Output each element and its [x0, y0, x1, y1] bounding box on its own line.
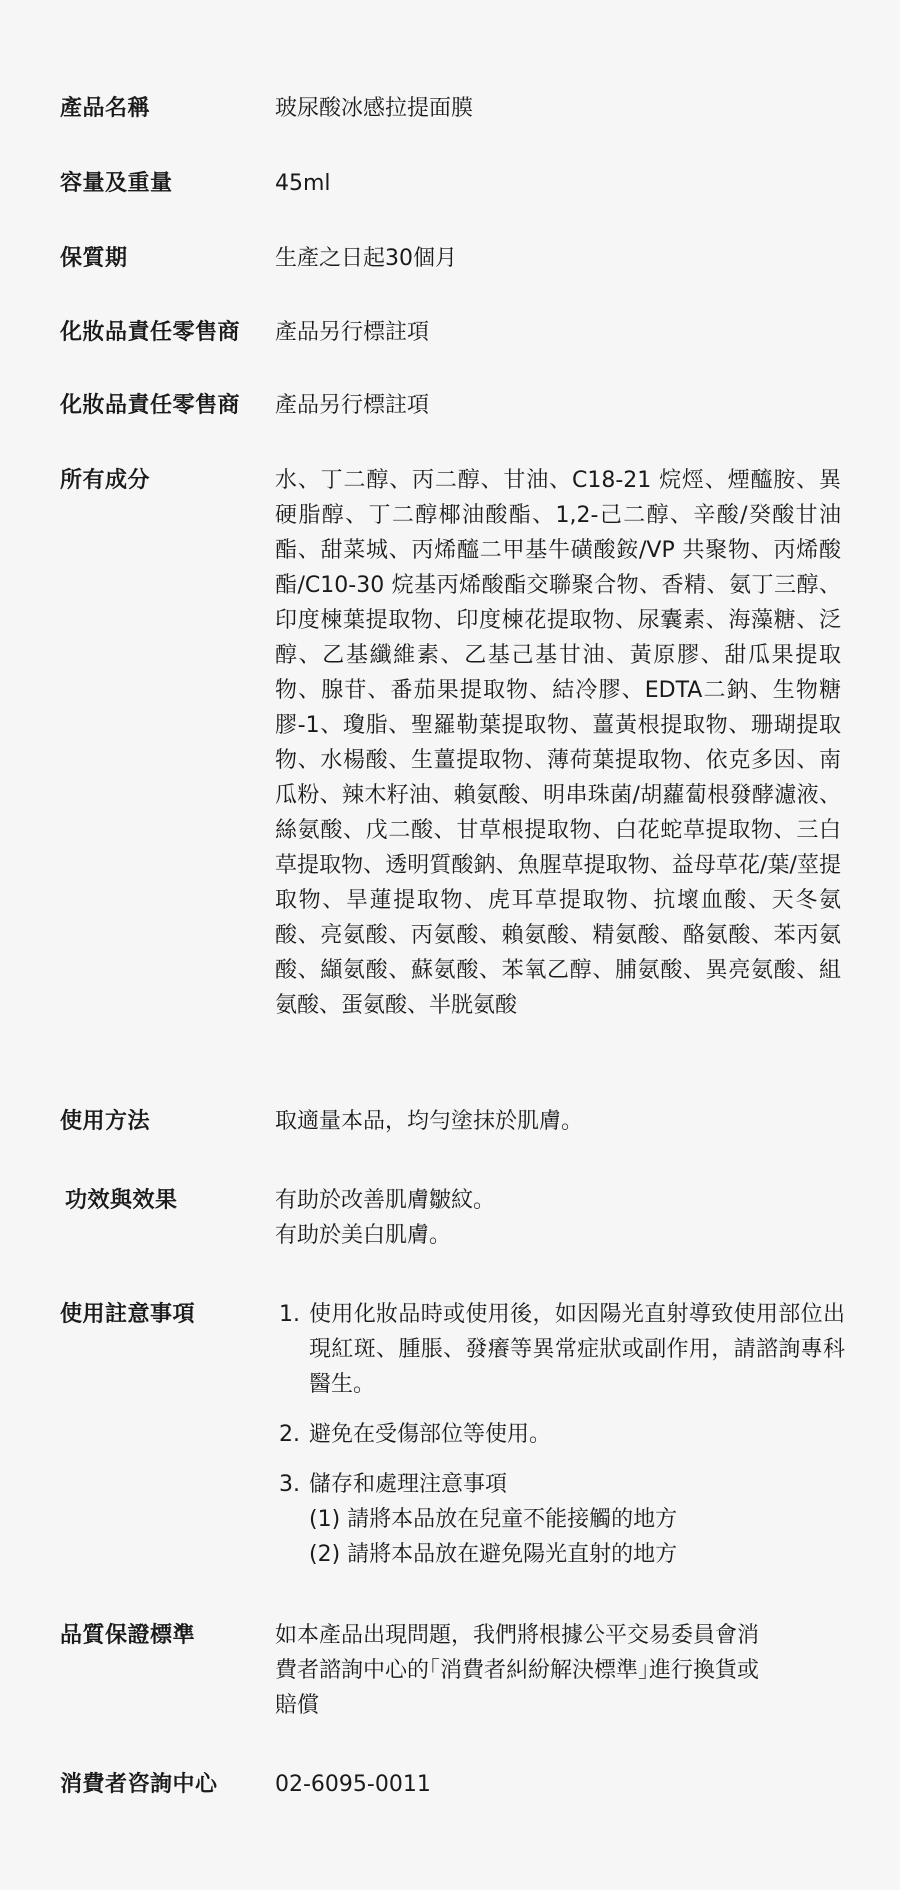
caution-item-3-sub-2: (2) 請將本品放在避免陽光直射的地方 [309, 1542, 678, 1567]
retailer-value-1: 產品另行標註項 [275, 320, 430, 345]
caution-item-1-number: 1. [279, 1302, 300, 1327]
ingredients-value: 水、丁二醇、丙二醇、甘油、C18-21 烷烴、煙醯胺、異硬脂醇、丁二醇椰油酸酯、1,2-己二醇、辛酸/癸酸甘油酯、甜菜城、丙烯醯二甲基牛磺酸銨/VP 共聚物、丙烯酸酯/C10-30 烷基丙烯酸酯交聯聚合物、香精、氨丁三醇、印度楝葉提取物、印度楝花提取物、尿囊素、海藻糖、泛醇、乙基纖維素、乙基己基甘油、黃原膠、甜瓜果提取物、腺苷、番茄果提取物、結冷膠、EDTA二鈉、生物糖膠-1、瓊脂、聖羅勒葉提取物、薑黃根提取物、珊瑚提取物、水楊酸、生薑提取物、薄荷葉提取物、依克多因、南瓜粉、辣木籽油、賴氨酸、明串珠菌/胡蘿蔔根發酵濾液、絲氨酸、戊二酸、甘草根提取物、白花蛇草提取物、三白草提取物、透明質酸鈉、魚腥草提取物、益母草花/葉/莖提取物、旱蓮提取物、虎耳草提取物、抗壞血酸、天冬氨酸、亮氨酸、丙氨酸、賴氨酸、精氨酸、酪氨酸、苯丙氨酸、纈氨酸、蘇氨酸、苯氧乙醇、脯氨酸、異亮氨酸、組氨酸、蛋氨酸、半胱氨酸 [275, 468, 841, 1018]
product-name-value: 玻尿酸冰感拉提面膜 [275, 96, 474, 121]
consumer-center-phone: 02-6095-0011 [275, 1772, 431, 1797]
caution-item-3-text: 儲存和處理注意事項 [309, 1472, 508, 1497]
quality-label: 品質保證標準 [60, 1623, 196, 1648]
caution-item-2-text: 避免在受傷部位等使用。 [309, 1422, 552, 1447]
volume-value: 45ml [275, 171, 331, 196]
caution-item-3-number: 3. [279, 1472, 300, 1497]
caution-item-1 [275, 1297, 845, 1402]
cautions-label: 使用註意事項 [60, 1302, 196, 1327]
quality-line-2: 費者諮詢中心的｢消費者糾紛解決標準｣進行換貨或 [275, 1658, 760, 1683]
shelf-life-value: 生產之日起30個月 [275, 246, 457, 271]
consumer-center-label: 消費者咨詢中心 [60, 1772, 218, 1797]
efficacy-value [275, 1183, 845, 1253]
retailer-value-2: 產品另行標註項 [275, 393, 430, 418]
efficacy-line-1: 有助於改善肌膚皺紋。 [275, 1188, 496, 1213]
usage-value: 取適量本品，均勻塗抹於肌膚。 [275, 1109, 584, 1134]
retailer-label-2: 化妝品責任零售商 [60, 393, 241, 418]
retailer-label-1: 化妝品責任零售商 [60, 320, 241, 345]
caution-item-2-number: 2. [279, 1422, 300, 1447]
caution-item-3 [275, 1467, 845, 1572]
cautions-list [275, 1297, 845, 1587]
efficacy-line-2: 有助於美白肌膚。 [275, 1223, 452, 1248]
product-name-label: 產品名稱 [60, 96, 151, 121]
quality-line-1: 如本產品出現問題，我們將根據公平交易委員會消 [275, 1623, 760, 1648]
ingredients-label: 所有成分 [60, 468, 151, 493]
efficacy-label: 功效與效果 [65, 1188, 178, 1213]
volume-label: 容量及重量 [60, 171, 173, 196]
caution-item-3-sub-1: (1) 請將本品放在兒童不能接觸的地方 [309, 1507, 678, 1532]
quality-line-3: 賠償 [275, 1693, 320, 1718]
caution-item-1-text: 使用化妝品時或使用後，如因陽光直射導致使用部位出現紅斑、腫脹、發癢等異常症狀或副作用，請諮詢專科醫生。 [309, 1302, 845, 1397]
usage-label: 使用方法 [60, 1109, 151, 1134]
caution-item-2 [275, 1417, 845, 1452]
shelf-life-label: 保質期 [60, 246, 128, 271]
quality-value [275, 1618, 845, 1723]
